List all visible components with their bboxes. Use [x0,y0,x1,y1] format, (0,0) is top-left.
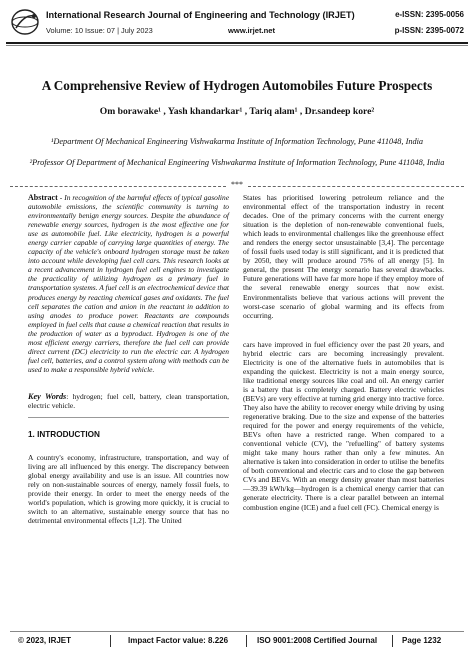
footer-iso: ISO 9001:2008 Certified Journal [257,636,378,645]
affiliation-1: ¹Department Of Mechanical Engineering Vishwakarma Institute of Information Technology, Pune 411048, India [50,137,424,146]
right-column [243,193,444,512]
author-list: Om borawake¹ , Yash khandarkar¹ , Tariq alam¹ , Dr.sandeep kore² [99,106,375,117]
footer-divider [392,635,393,647]
introduction-paragraph-1: A country's economy, infrastructure, transportation, and way of living are all influenced by this energy. The discrepancy between global energy availability and use is an issue. All countries now rely on non-sustainable sources of energy, namely fossil fuels, to provide their energy. In order to meet the energy needs of the world's population, which is growing more quickly, it is crucial to switch to an alternative, sustainable energy source that has no detrimental environmental effects [1,2]. The United [28,453,229,526]
header-rule [6,42,468,44]
journal-header [6,6,468,44]
footer-impact-factor: Impact Factor value: 8.226 [128,636,229,645]
paper-title: A Comprehensive Review of Hydrogen Automobiles Future Prospects [41,78,433,93]
header-rule-thin [6,45,468,46]
left-column [28,193,229,525]
irjet-logo-icon [10,8,40,36]
footer-page-number: Page 1232 [402,636,442,645]
p-issn: p-ISSN: 2395-0072 [394,26,464,35]
footer-divider [110,635,111,647]
keywords-label: Key Words [28,391,67,401]
page-footer [10,634,464,648]
separator-mark: *** [231,180,243,189]
e-issn: e-ISSN: 2395-0056 [395,10,464,19]
footer-divider [246,635,247,647]
abstract-text: - In recognition of the harmful effects of typical gasoline automobile emissions, the scientific community is turning to environmentally benign energy sources. Despite the abundance of renewable energy sources, hydrogen is the most effective one for use as automobile fuel. Like electricity, hydrogen is a powerful energy carrier capable of carrying large quantities of energy. The capacity of the vehicle's onboard hydrogen storage must be taken into account while developing fuel cell cars. This research looks at a recent advancement in hydrogen fuel cell engines to investigate the practicality of utilizing hydrogen as a primary fuel in transportation systems. A fuel cell is an electrochemical device that produces energy by reacting chemical gases and oxidants. The fuel cell separates the cation and anion in the reactant in addition to using anodes to produce power. Reactants are compounds employed in fuel cells that cause a chemical reaction that results in the production of water as a byproduct. Hydrogen is one of the most efficient energy carriers, therefore the fuel cell can provide direct current (DC) electricity to run the electric car. A hydrogen fuel cell, batteries, and a control system along with methods can be used to make a responsible hybrid vehicle. [28,193,229,374]
affiliation-2: ²Professor Of Department of Mechanical Engineering Vishwakarma Institute of Information Technology, Pune 411048, India [29,158,445,167]
keywords [28,392,229,410]
abstract [28,193,229,374]
abstract-label: Abstract [28,193,58,202]
keywords-text: : hydrogen; fuel cell, battery, clean transportation, electric vehicle. [28,391,229,410]
introduction-paragraph-2: States has prioritised lowering petroleum reliance and the environmental effect of the transportation industry in recent decades. One of the primary concerns with the current energy situation is the depletion of non-renewable conventional fuels, which leads to environmental challenges like the greenhouse effect and renders the energy sector unsustainable [3,4]. The percentage of fossil fuels used today is still significant, and it is predicted that by 2050, they will produce around 75% of all energy [5]. In general, the present The energy scenario has several drawbacks. Future generations will have far more hope if they employ more of the several renewable energy sources that now exist. Environmentalists believe that various actions will prevent the worst-case scenario of global warming and its effects from occurring. [243,193,444,320]
keywords-rule [28,417,229,418]
journal-title: International Research Journal of Engineering and Technology (IRJET) [46,10,355,20]
introduction-paragraph-3: cars have improved in fuel efficiency over the past 20 years, and hybrid electric cars are becoming increasingly prevalent. Electricity is one of the alternative fuels in automobiles that is expanding the quickest. Electricity is not a main energy source, like traditional energy sources like coal and oil. An energy carrier is a battery that is completely charged. Battery electric vehicles (BEVs) are very effective at turning grid energy into tractive force. They also have the ability to recover energy while driving by using regenerative braking. Due to the size and expense of the batteries required for the power and energy requirements of the vehicle, BEVs often have a restricted range. When compared to a conventional vehicle (CV), the "refuelling" of battery systems might take many hours rather than only a few minutes. An alternative is taken into consideration in order to utilise the benefits of both conventional and electric cars and to close the gap between CVs and BEVs. With an energy density greater than most batteries—39.39 kWh/kg—hydrogen is a chemical energy carrier that can generate electricity. There is a clear parallel between an internal combustion engine (ICE) and a fuel cell (FC). Chemical energy is [243,339,444,512]
volume-issue: Volume: 10 Issue: 07 | July 2023 [46,26,153,35]
section-heading-introduction: 1. INTRODUCTION [28,430,100,440]
footer-rule [10,631,464,632]
section-separator [10,182,464,190]
footer-copyright: © 2023, IRJET [18,636,72,645]
journal-website[interactable]: www.irjet.net [228,26,275,35]
